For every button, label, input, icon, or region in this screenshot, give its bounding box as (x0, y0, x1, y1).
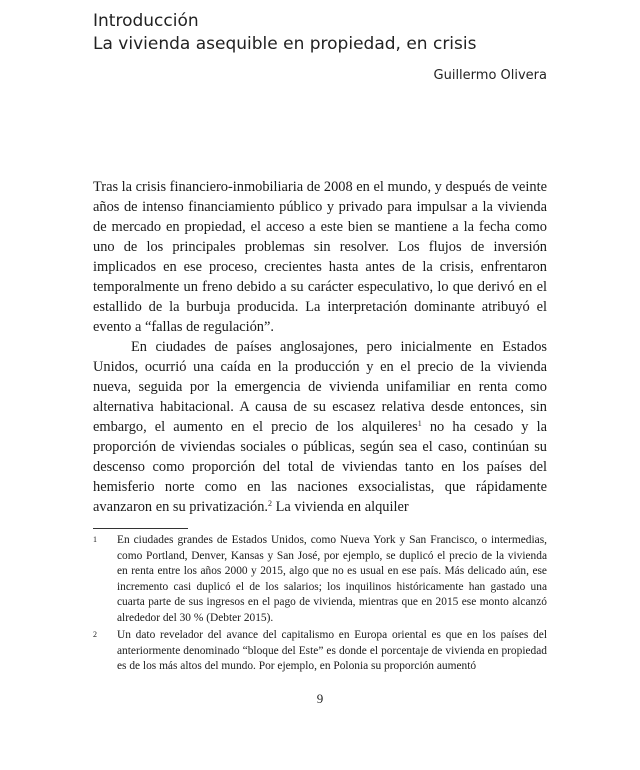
footnote (93, 628, 547, 675)
footnote-number: 1 (93, 535, 97, 544)
paragraph (93, 337, 547, 517)
paragraph: Tras la crisis financiero-inmobiliaria de 2008 en el mundo, y después de veinte años de intenso financiamiento público y privado para impulsar a la vivienda de mercado en propiedad, el acceso a este bien se mantiene a la fecha como uno de los principales problemas sin resolver. Los flujos de inversión implicados en ese proceso, crecientes hasta antes de la crisis, enfrentaron temporalmente un freno debido a su carácter especulativo, lo que derivó en el estallido de la burbuja producida. La interpretación dominante atribuyó el evento a “fallas de regulación”. (93, 179, 547, 335)
footnotes (93, 533, 547, 677)
chapter-heading (93, 10, 593, 56)
chapter-title: La vivienda asequible en propiedad, en crisis (93, 34, 477, 54)
paragraph-text: La vivienda en alquiler (272, 499, 409, 515)
footnote-divider (93, 528, 188, 529)
section-label: Introducción (93, 11, 199, 31)
paragraph-text: En ciudades de países anglosajones, pero inicialmente en Estados Unidos, ocurrió una caída en la producción y en el precio de la vivienda nueva, seguida por la emergencia de vivienda unifamiliar en renta como alternativa habitacional. A causa de su escasez relativa desde entonces, sin embargo, el aumento en el precio de los alquileres (93, 339, 547, 435)
body-text (93, 177, 547, 517)
footnote-text: Un dato revelador del avance del capitalismo en Europa oriental es que en los países del anteriormente denominado “bloque del Este” es donde el porcentaje de vivienda en propiedad es de los más altos del mundo. Por ejemplo, en Polonia su proporción aumentó (117, 629, 547, 672)
footnote-text: En ciudades grandes de Estados Unidos, como Nueva York y San Francisco, o intermedias, como Portland, Denver, Kansas y San José, por ejemplo, se duplicó el precio de la vivienda en renta entre los años 2000 y 2015, algo que no es usual en ese país. Más delicado aún, ese incremento casi duplicó el de los salarios; los inquilinos históricamente han gastado una cuarta parte de sus ingresos en el pago de vivienda, mientras que en 2015 ese monto alcanzó alrededor del 30 % (Debter 2015). (117, 534, 547, 624)
paragraph-text: no ha cesado y la proporción de viviendas sociales o públicas, según sea el caso, continúan su descenso como proporción del total de viviendas tanto en los países del hemisferio norte como en las naciones exsocialistas, que rápidamente avanzaron en su privatización. (93, 419, 547, 515)
footnote-ref: 1 (417, 419, 422, 428)
page-number: 9 (316, 691, 324, 706)
author-name: Guillermo Olivera (433, 68, 547, 83)
footnote-ref: 2 (268, 499, 273, 508)
footnote-number: 2 (93, 630, 97, 639)
footnote (93, 533, 547, 626)
